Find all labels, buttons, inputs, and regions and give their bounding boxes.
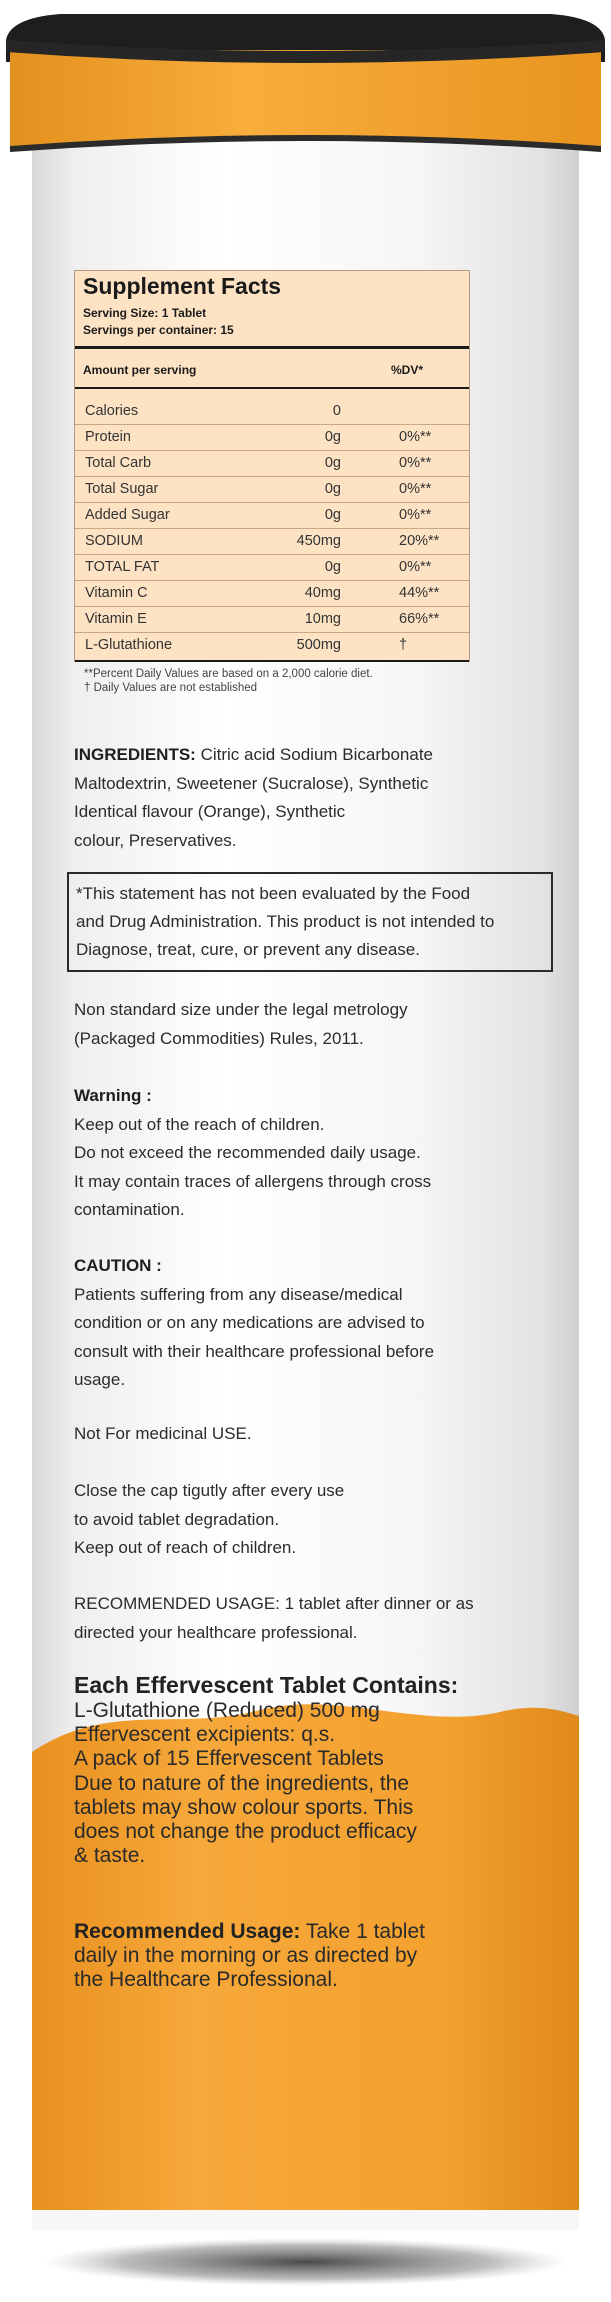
ingredients-line-2: Maltodextrin, Sweetener (Sucralose), Synthetic — [74, 773, 429, 793]
caution-label: CAUTION : — [74, 1256, 162, 1275]
metrology-block — [74, 996, 408, 1053]
statement-line-2: and Drug Administration. This product is not intended to — [76, 912, 495, 931]
warning-line: contamination. — [74, 1200, 185, 1219]
serving-size: Serving Size: 1 Tablet — [83, 306, 207, 320]
warning-block — [74, 1082, 431, 1225]
facts-row: Calories 0 — [85, 403, 341, 419]
recommended-usage-small — [74, 1590, 474, 1647]
storage-line: Keep out of reach of children. — [74, 1538, 297, 1557]
contents-line: & taste. — [74, 1844, 146, 1868]
amount-per-serving-header: Amount per serving — [83, 363, 197, 377]
recommended-usage-line-1: RECOMMENDED USAGE: 1 tablet after dinner or as — [74, 1594, 474, 1613]
cap-body — [10, 50, 601, 150]
facts-row: Added Sugar 0g 0%** — [85, 507, 432, 523]
facts-header-rule — [75, 387, 469, 389]
facts-title: Supplement Facts — [83, 273, 282, 299]
contents-line: Effervescent excipients: q.s. — [74, 1723, 336, 1747]
facts-row: SODIUM 450mg 20%** — [85, 533, 440, 549]
ingredients-block — [74, 741, 433, 855]
facts-footer-rule — [75, 660, 469, 662]
tablet-contents-block — [74, 1672, 458, 1868]
supplement-facts-panel — [74, 270, 470, 662]
not-medicinal-text: Not For medicinal USE. — [74, 1424, 252, 1443]
recommended-usage-line-2: directed your healthcare professional. — [74, 1622, 358, 1642]
ingredients-line-4: colour, Preservatives. — [74, 830, 237, 850]
tube-bottom-rim — [32, 2210, 579, 2230]
recommended-usage-label: Recommended Usage: — [74, 1920, 301, 1943]
ingredients-label: INGREDIENTS: — [74, 745, 196, 764]
recommended-usage-big-line-3: the Healthcare Professional. — [74, 1968, 338, 1992]
contents-line: A pack of 15 Effervescent Tablets — [74, 1747, 384, 1771]
recommended-usage-big-line-1: Take 1 tablet — [305, 1920, 425, 1943]
facts-row: L-Glutathione 500mg † — [85, 637, 408, 653]
metrology-line-2: (Packaged Commodities) Rules, 2011. — [74, 1028, 364, 1048]
caution-block — [74, 1252, 434, 1395]
storage-block — [74, 1477, 344, 1563]
recommended-usage-big-line-2: daily in the morning or as directed by — [74, 1944, 418, 1968]
facts-row: Protein 0g 0%** — [85, 429, 432, 445]
fda-statement-box — [67, 872, 553, 972]
facts-row: Vitamin C 40mg 44%** — [85, 585, 440, 601]
recommended-usage-big — [74, 1920, 425, 1993]
caution-line: consult with their healthcare professional before — [74, 1341, 435, 1361]
contents-heading: Each Effervescent Tablet Contains: — [74, 1672, 459, 1698]
contents-line: tablets may show colour sports. This — [74, 1795, 414, 1819]
caution-line: usage. — [74, 1370, 126, 1389]
storage-line: to avoid tablet degradation. — [74, 1509, 280, 1529]
servings-per-container: Servings per container: 15 — [83, 323, 234, 337]
statement-line-1: *This statement has not been evaluated by the Food — [76, 884, 471, 903]
caution-line: Patients suffering from any disease/medical — [74, 1284, 403, 1304]
facts-footnote-dv: **Percent Daily Values are based on a 2,000 calorie diet. — [84, 668, 373, 680]
ingredients-line-1: Citric acid Sodium Bicarbonate — [200, 745, 434, 764]
facts-row: TOTAL FAT 0g 0%** — [85, 559, 432, 575]
caution-line: condition or on any medications are advised to — [74, 1313, 425, 1332]
statement-line-3: Diagnose, treat, cure, or prevent any disease. — [76, 940, 420, 959]
warning-line: It may contain traces of allergens through cross — [74, 1171, 432, 1191]
metrology-line-1: Non standard size under the legal metrology — [74, 1000, 408, 1019]
warning-line: Keep out of the reach of children. — [74, 1114, 325, 1134]
facts-footnotes — [84, 667, 484, 695]
contents-line: Due to nature of the ingredients, the — [74, 1771, 410, 1795]
ground-shadow — [44, 2238, 568, 2286]
facts-row: Total Sugar 0g 0%** — [85, 481, 432, 497]
facts-row: Total Carb 0g 0%** — [85, 455, 432, 471]
facts-thick-rule — [75, 346, 469, 349]
dv-header: %DV* — [391, 363, 424, 377]
contents-line: does not change the product efficacy — [74, 1820, 417, 1844]
ingredients-line-3: Identical flavour (Orange), Synthetic — [74, 802, 346, 821]
facts-row: Vitamin E 10mg 66%** — [85, 611, 440, 627]
warning-line: Do not exceed the recommended daily usage. — [74, 1143, 421, 1162]
storage-line: Close the cap tigutly after every use — [74, 1481, 345, 1500]
contents-line: L-Glutathione (Reduced) 500 mg — [74, 1699, 380, 1722]
warning-label: Warning : — [74, 1086, 152, 1105]
facts-footnote-dagger: † Daily Values are not established — [84, 682, 258, 694]
